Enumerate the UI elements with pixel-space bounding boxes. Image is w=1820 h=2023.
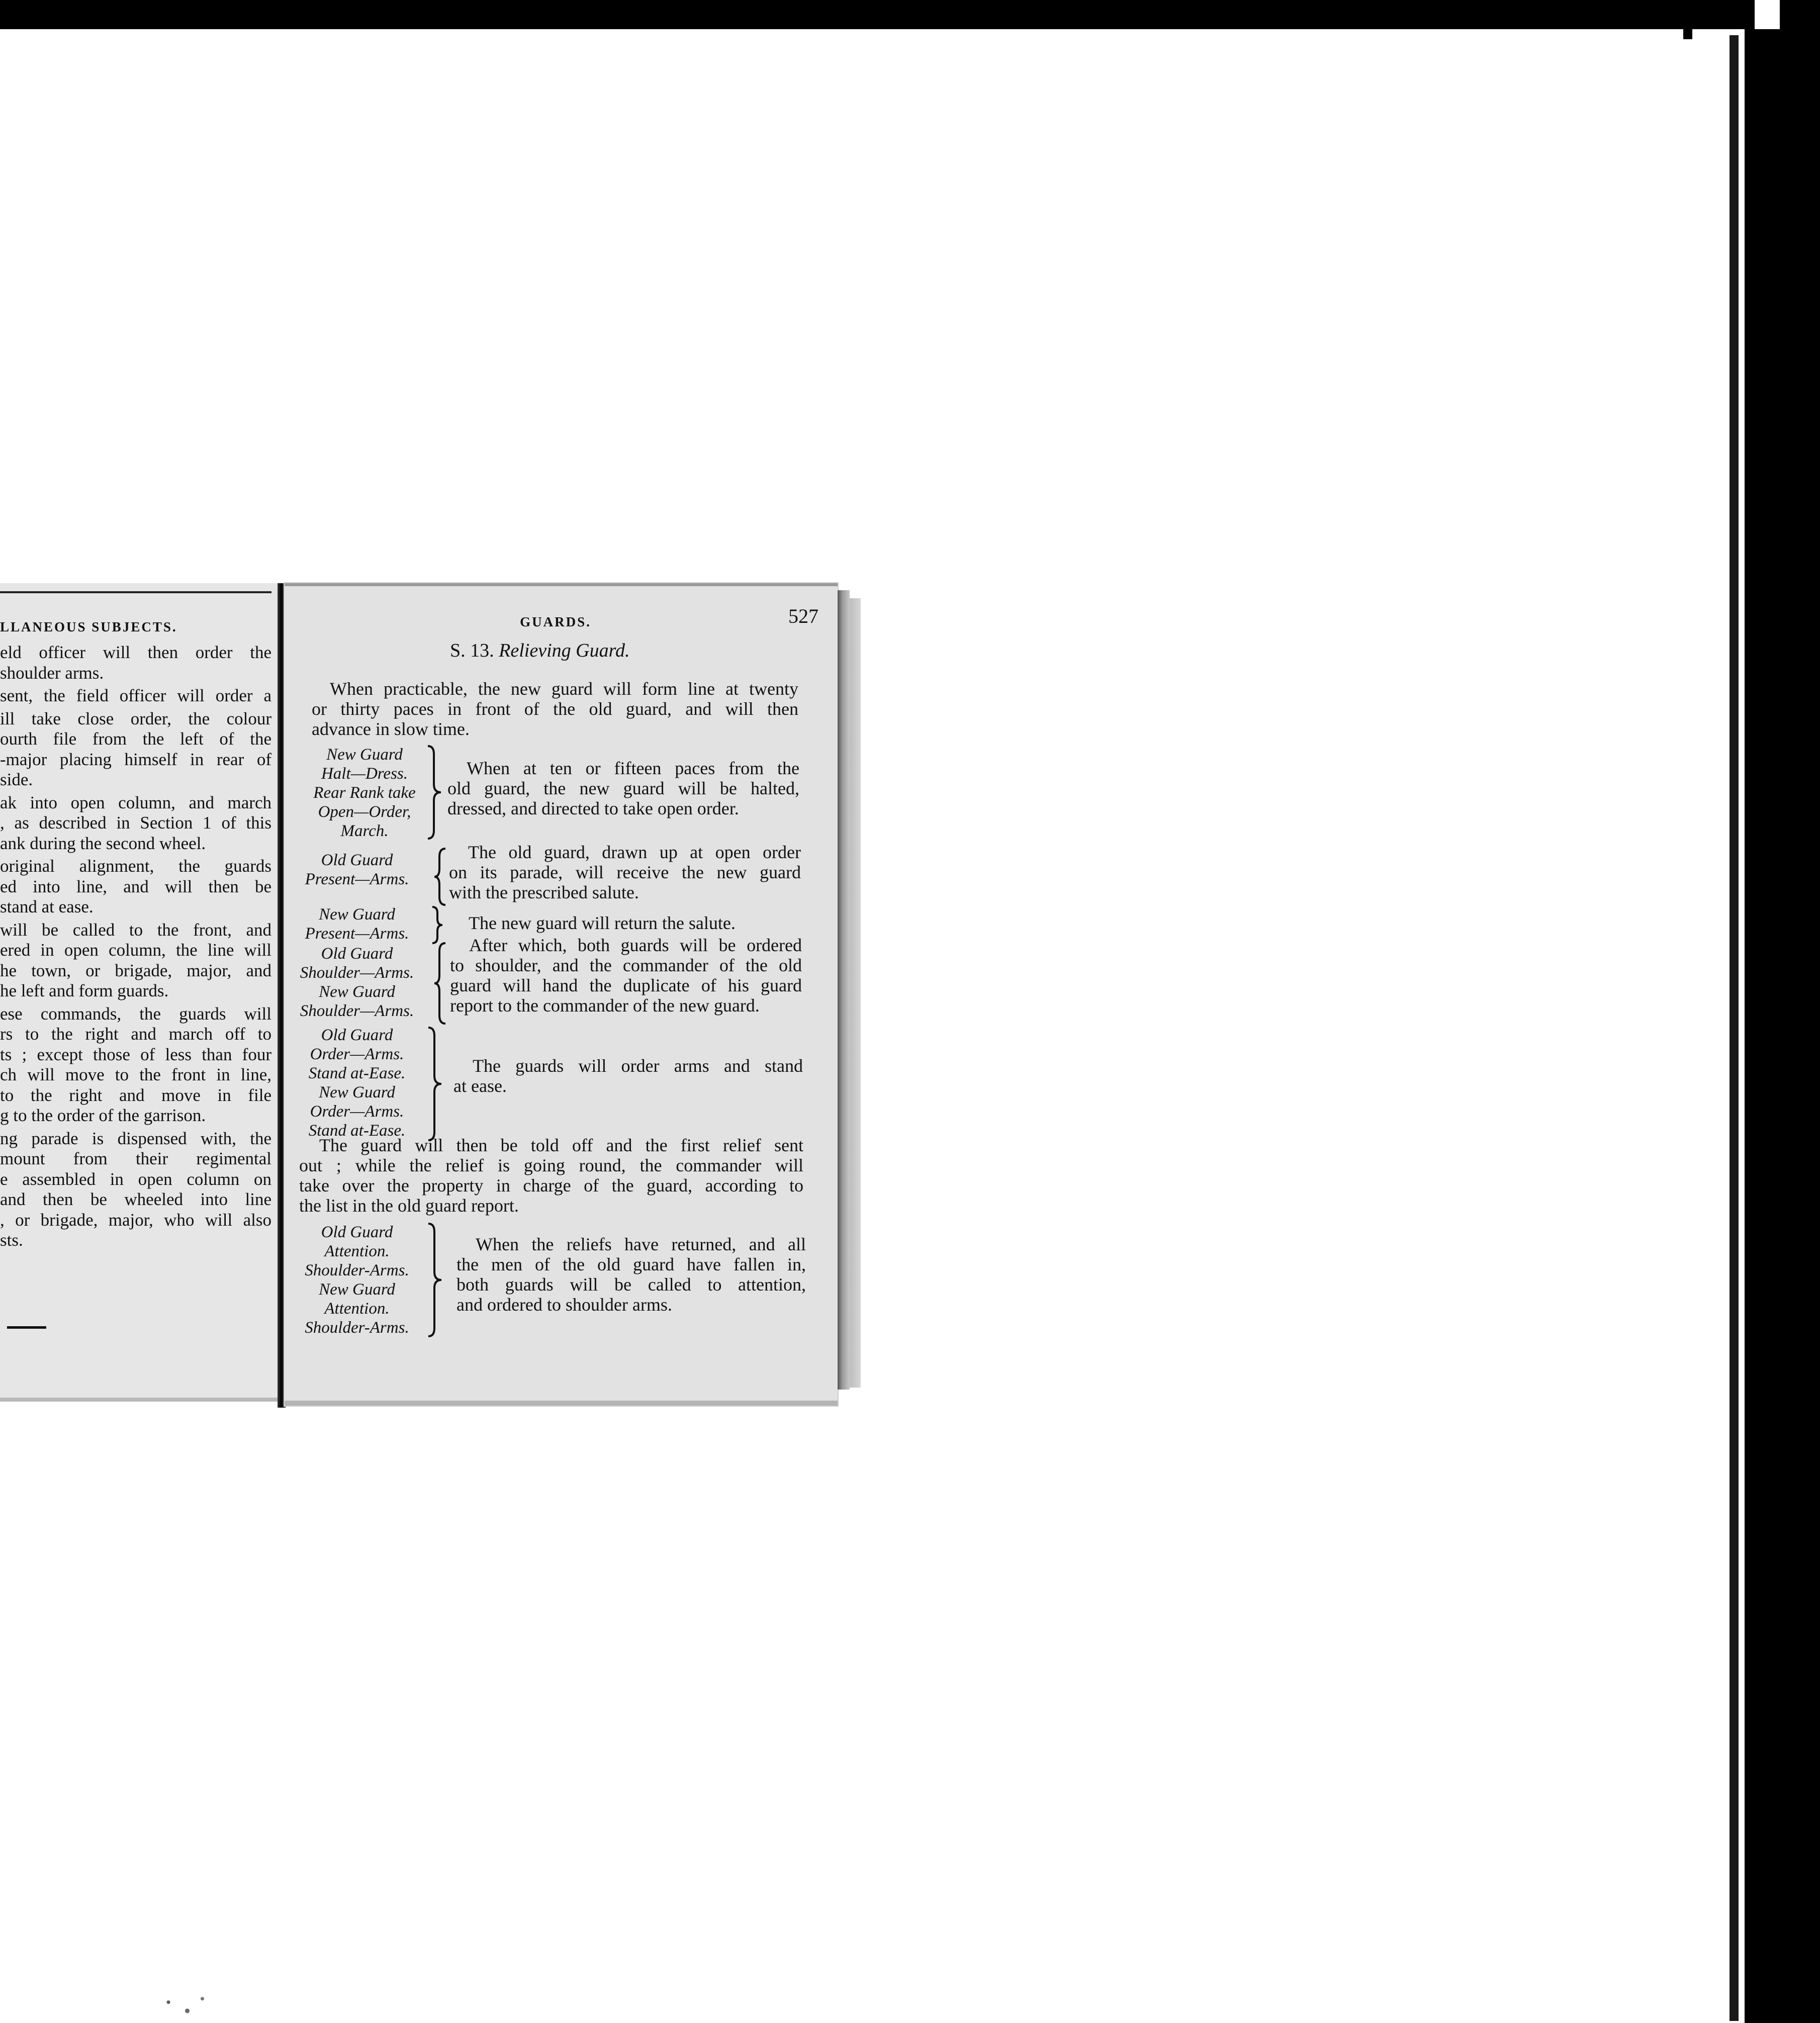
command-line: Shoulder—Arms. bbox=[300, 964, 414, 982]
paragraph-line: take over the property in charge of the guard, according to bbox=[299, 1175, 803, 1196]
paragraph-line: out ; while the relief is going round, the commander will bbox=[299, 1155, 803, 1175]
left-running-head: LLANEOUS SUBJECTS. bbox=[0, 619, 177, 634]
left-line: and then be wheeled into line bbox=[0, 1189, 271, 1209]
brace-icon bbox=[433, 941, 448, 1026]
command-line: Attention. bbox=[324, 1242, 390, 1260]
paragraph-line: on its parade, will receive the new guard bbox=[449, 862, 801, 882]
left-line: g to the order of the garrison. bbox=[0, 1106, 206, 1125]
command-group bbox=[282, 1026, 432, 1140]
command-group bbox=[282, 944, 432, 1021]
command-group bbox=[282, 1223, 432, 1337]
left-line: stand at ease. bbox=[0, 897, 94, 916]
left-line: shoulder arms. bbox=[0, 663, 104, 683]
left-line: mount from their regimental bbox=[0, 1149, 271, 1168]
paragraph-line: or thirty paces in front of the old guard, and will then bbox=[312, 699, 798, 719]
left-line: e assembled in open column on bbox=[0, 1169, 271, 1189]
left-line: will be called to the front, and bbox=[0, 919, 271, 940]
command-line: Shoulder-Arms. bbox=[305, 1319, 409, 1337]
film-edge-right-inner bbox=[1757, 40, 1792, 2001]
command-line: Open—Order, bbox=[318, 803, 411, 821]
paragraph-line: and ordered to shoulder arms. bbox=[457, 1295, 672, 1315]
paragraph-line: When the reliefs have returned, and all bbox=[476, 1234, 806, 1254]
left-line: ese commands, the guards will bbox=[0, 1003, 271, 1024]
left-line: to the right and move in file bbox=[0, 1085, 271, 1105]
paragraph-line: at ease. bbox=[453, 1076, 507, 1096]
command-line: Rear Rank take bbox=[313, 784, 416, 802]
left-page-top-rule bbox=[0, 591, 271, 593]
left-line: ak into open column, and march bbox=[0, 792, 271, 812]
command-line: Old Guard bbox=[321, 945, 393, 963]
paragraph-line: advance in slow time. bbox=[312, 719, 470, 739]
page-number: 527 bbox=[788, 605, 818, 627]
left-page bbox=[0, 583, 282, 1402]
middle-paragraph bbox=[299, 1135, 803, 1216]
brace-icon bbox=[426, 1026, 446, 1142]
brace-icon bbox=[433, 847, 448, 907]
left-line: ank during the second wheel. bbox=[0, 833, 206, 853]
left-line: , as described in Section 1 of this bbox=[0, 813, 271, 833]
left-line: he left and form guards. bbox=[0, 981, 169, 1000]
left-line: rs to the right and march off to bbox=[0, 1024, 271, 1044]
intro-paragraph bbox=[312, 679, 798, 739]
command-line: March. bbox=[340, 822, 389, 840]
left-line: sts. bbox=[0, 1230, 23, 1250]
command-group bbox=[282, 905, 432, 943]
command-line: Present—Arms. bbox=[305, 870, 409, 888]
paragraph-line: with the prescribed salute. bbox=[449, 882, 639, 902]
section-number: S. 13. bbox=[450, 640, 494, 661]
command-line: Old Guard bbox=[321, 1026, 393, 1044]
paragraph-line: report to the commander of the new guard. bbox=[450, 995, 760, 1016]
paragraph-line: After which, both guards will be ordered bbox=[469, 935, 802, 955]
brace-icon bbox=[425, 744, 445, 841]
brace-icon bbox=[430, 905, 445, 945]
command-line: New Guard bbox=[326, 746, 403, 764]
command-line: Attention. bbox=[324, 1300, 390, 1318]
command-group bbox=[282, 851, 432, 889]
film-edge-notch bbox=[1683, 0, 1692, 39]
film-edge-top bbox=[0, 0, 1755, 29]
left-page-body bbox=[0, 642, 271, 1251]
left-line: ed into line, and will then be bbox=[0, 876, 271, 896]
left-line: ourth file from the left of the bbox=[0, 729, 271, 749]
left-line: original alignment, the guards bbox=[0, 856, 271, 876]
paragraph-line: both guards will be called to attention, bbox=[457, 1274, 806, 1295]
left-line: ng parade is dispensed with, the bbox=[0, 1128, 271, 1148]
command-line: New Guard bbox=[319, 905, 395, 924]
paragraph-line: The guard will then be told off and the first relief sent bbox=[319, 1135, 803, 1155]
left-line: he town, or brigade, major, and bbox=[0, 960, 271, 980]
command-line: New Guard bbox=[319, 1280, 395, 1299]
left-line: -major placing himself in rear of bbox=[0, 749, 271, 769]
paragraph-line: When at ten or fifteen paces from the bbox=[467, 758, 799, 778]
command-line: Old Guard bbox=[321, 851, 393, 869]
left-line: ch will move to the front in line, bbox=[0, 1065, 271, 1084]
paragraph-line: The guards will order arms and stand bbox=[473, 1056, 803, 1076]
open-booklet bbox=[0, 583, 870, 1418]
end-rule bbox=[7, 1326, 46, 1329]
paragraph-line: old guard, the new guard will be halted, bbox=[447, 778, 799, 798]
command-group bbox=[289, 745, 440, 841]
right-running-head: GUARDS. bbox=[520, 614, 591, 629]
paragraph-line: When practicable, the new guard will form line at twenty bbox=[330, 679, 798, 699]
paragraph-line: The new guard will return the salute. bbox=[469, 913, 736, 933]
paragraph-line: The old guard, drawn up at open order bbox=[468, 842, 801, 862]
paragraph-line: guard will hand the duplicate of his guard bbox=[450, 975, 802, 995]
paragraph-line: dressed, and directed to take open order. bbox=[447, 798, 739, 818]
film-edge-top-right bbox=[1780, 0, 1820, 29]
left-line: ered in open column, the line will bbox=[0, 940, 271, 960]
section-heading bbox=[450, 639, 701, 662]
section-title: Relieving Guard. bbox=[499, 640, 630, 661]
left-line: eld officer will then order the bbox=[0, 642, 271, 662]
command-line: Order—Arms. bbox=[310, 1102, 404, 1121]
paragraph-line: the list in the old guard report. bbox=[299, 1196, 519, 1216]
command-line: Stand at-Ease. bbox=[308, 1122, 406, 1140]
command-line: Stand at-Ease. bbox=[308, 1064, 406, 1082]
scan-debris bbox=[146, 1988, 221, 2023]
left-line: sent, the field officer will order a bbox=[0, 686, 271, 705]
brace-icon bbox=[426, 1222, 446, 1338]
block-text bbox=[449, 842, 801, 902]
paragraph-line: to shoulder, and the commander of the old bbox=[450, 955, 802, 975]
command-line: Order—Arms. bbox=[310, 1045, 404, 1063]
left-line: ts ; except those of less than four bbox=[0, 1044, 271, 1064]
page-edges bbox=[838, 590, 850, 1390]
command-line: New Guard bbox=[319, 983, 395, 1001]
paragraph-line: the men of the old guard have fallen in, bbox=[457, 1254, 806, 1274]
command-line: Shoulder—Arms. bbox=[300, 1002, 414, 1020]
block-text bbox=[453, 1056, 803, 1096]
command-line: New Guard bbox=[319, 1083, 395, 1101]
block-text bbox=[457, 1234, 806, 1315]
left-line: side. bbox=[0, 770, 33, 789]
command-line: Present—Arms. bbox=[305, 925, 409, 943]
left-line: ill take close order, the colour bbox=[0, 708, 271, 728]
command-line: Halt—Dress. bbox=[321, 765, 408, 783]
page-edges-outer bbox=[850, 598, 861, 1388]
left-line: , or brigade, major, who will also bbox=[0, 1210, 271, 1230]
block-text bbox=[450, 935, 802, 1016]
command-line: Shoulder-Arms. bbox=[305, 1261, 409, 1279]
block-text bbox=[469, 913, 810, 933]
scan-page-shadow bbox=[1730, 35, 1739, 2021]
command-line: Old Guard bbox=[321, 1223, 393, 1241]
block-text bbox=[447, 758, 799, 818]
